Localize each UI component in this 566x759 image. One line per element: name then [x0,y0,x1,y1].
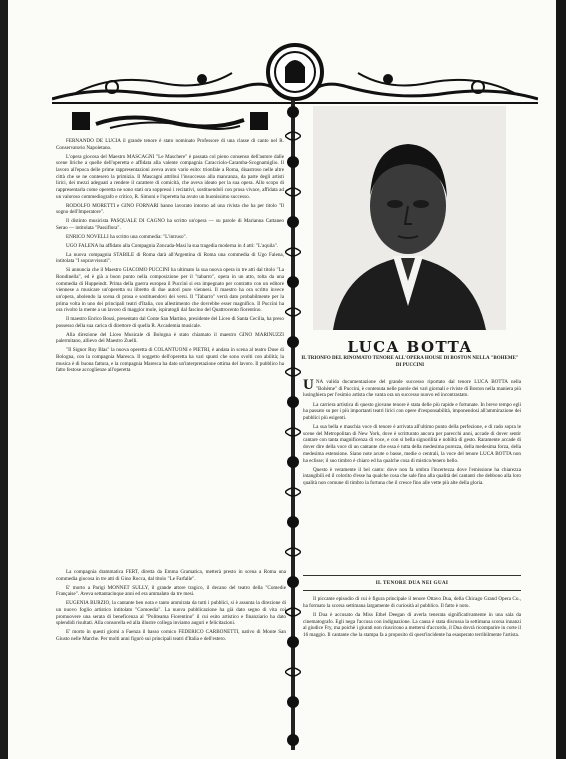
news-item: ENRICO NOVELLI ha scritto una commedia: "L'intruso". [66,233,187,240]
second-article-body [303,596,521,746]
scan-edge-right [556,0,566,759]
column-divider-ornament [285,100,301,750]
drop-cap: U [303,379,314,393]
section-rule [303,590,521,591]
article-paragraph: Il Dua è accusato da Miss Ethel Deegan di averla tenerata significativamente in una sala da cinematografo. Egli nega l'accusa con indignazione. La causa è stata discussa la settimana scorsa innanzi al giudice Fry, ma poichè i giurati non riuscirono a mettersi d'accordo, il Dua dovrà ricomparire in corte il 16 maggio. Il cantante che la stampa fa a proposito di quest'incidente ha esasperato terribilmente l'artista. [303,611,521,638]
news-item: UGO FALENA ha affidato alla Compagnia Zoncada-Masi la sua tragedia moderna in 4 atti: "L'aquila". [66,242,279,249]
scan-edge-left [0,0,8,759]
news-item: E' morto in questi giorni a Faenza il basso comico FEDERICO CARBONETTI, nativo di Monte San Giusto nelle Marche. Per molti anni figurò sui principali teatri d'Italia e dell'estero. [56,629,286,642]
news-item: Il maestro Enrico Bossi, presentato dal Conte San Martino, presidente del Liceo di Santa Cecilia, ha preso possesso della sua carica di direttore di quella R. Accademia musicale. [56,316,284,329]
article-heading: IL TENORE DUA NEI GUAI [375,580,449,586]
left-column-continued [56,569,286,749]
news-item: Il distinto musicista PASQUALE DI CAGNO ha scritto un'opera — su parole di Marianna Cattaneo Serao — intitolata "Passiflora". [56,218,284,231]
feature-paragraph: UNA valida documentazione del grande successo riportato dal tenore LUCA BOTTA nella "Bohème" di Puccini, è contenuta nelle parole dei vari giornali e riviste di Boston nella maniera più lusinghiera per l'esimio artista che vanta ora un successo nuovo ed incontrastato. [303,379,521,399]
news-item: RODOLFO MORETTI e GINO FORNARI hanno lavorato intorno ad una rivista che ha per titolo "Il sogno dell'Imperatore". [56,202,284,216]
feature-body [303,379,521,569]
feature-subtitle: IL TRIONFO DEL RINOMATO TENORE ALL'OPERA HOUSE DI BOSTON NELLA "BOHEME" DI PUCCINI [301,356,519,368]
news-item: FERNANDO DE LUCIA il grande tenore è stato nominato Professore di una classe di canto nel R. Conservatorio Napoletano. [56,138,284,151]
feature-paragraph: La carriera artistica di questo giovane tenore è stata delle più rapide e fortunate. In breve tempo egli ha passato su per i più importanti teatri lirici con opere d'responsabilità, imponendosi all'ammirazione dei pubblici più esigenti. [303,401,521,421]
news-item: Si annuncia che il Maestro GIACOMO PUCCINI ha ultimato la sua nuova opera in tre atti dal titolo "La Rondinella", ed è già a buon punto nella composizione per il "tabarro", opera in un atto, tolta da una commedia di Huppeindt. Prima della guerra europea il Puccini si era impegnato per contratto con un editore viennese a musicare un'operetta su libretto di due autori pure viennesi. Il maestro ha ora scritto invece un'opera, abolendo la scena di prosa e sostituendovi dei versi. Il "Tabarro" verrà dato probabilmente per la prima volta in uno dei principali teatri d'Italia, con allestimento che dovrebbe esser magnifico. Il Puccini ha ora rivolto la mente a un lavoro di maggior mole, ispiratogli dal fascino del Quattrocento fiorentino. [56,267,284,314]
news-item: La nuova compagnia STABILE di Roma darà all'Argentina di Roma una commedia di Ugo Falena, intitolata "I sopravvissuti". [56,251,284,265]
news-item: La compagnia drammatica FERT, diretta da Emma Gramatica, metterà presto in scena a Roma una commedia giocosa in tre atti di Gino Rocca, dal titolo "Le Farfalle". [56,569,286,582]
news-item: "Il Signor Ruy Blas" la nuova operetta di COLANTUONI e PIETRI, è andata in scena al teatro Duse di Bologna, con la compagnia Maresca. Il soggetto dell'operetta ha vari spunti che sono svolti con abilità; la musica è di buona fattura, e la compagnia Maresca ha dato un'interpretazione ottima del lavoro. Il pubblico ha fatto festose accoglienze all'operetta [56,347,284,374]
news-item: Alla direzione del Liceo Musicale di Bologna è stato chiamato il maestro GINO MARINUZZI palermitano, allievo del Maestro Zuelli. [56,331,284,345]
feature-paragraph: Questo è veramente il bel canto: dove non fa ombra l'incertezza dove l'emissione ha chiarezza intangibili ed il colorito d'esse ha qualche cosa che sale fino alla qualità dei cantanti che debbono alla loro qualità non comune di timbro la fortuna che il cresce fino alle vette più alte della gloria. [303,466,521,487]
feature-paragraph: La sua bella e maschia voce di tenore è arrivata all'ultimo punto della perfezione, e di rado sopra le scene del Metropolitan di New York, dove è scritturato ancora per parecchi anni, accade di dover sentir cantare con tanta magnificenza di voce, e con sì bella signorilità e nobiltà di gesto. Raramente accade di dover dire della voce di un cantante che essa è tutta della medesima purezza, della medesima forza, della medesima estensione. Siano note acute o basse, medie o centrali, la voce del tenore LUCA BOTTA non ha eclisse; il suo timbro è chiaro ed ha qualche cosa di mistico/tenero bello. [303,424,521,464]
article-paragraph: Il piccante episodio di cui è figura principale il tenore Ottavo Dua, della Chicago Grand Opera Co., ha formato la scorsa settimana largamente di curiosità al pubblico. Il fatto è noto. [303,596,521,609]
portrait-photo [313,106,506,330]
section-rule [303,575,521,576]
feature-title: LUCA BOTTA [347,338,473,356]
header-ornament [52,43,538,105]
rubric-heading-ornament [70,110,270,132]
news-item: L'opera giocosa del Maestro MASCAGNI "Le Maschere" è passata col pieno consenso dell'autore dalle scene liriche a quelle dell'operetta e affidata alla valente compagnia Caracciolo-Caramba-Scognamiglio. Il lavoro all'epoca delle prime rappresentazioni aveva avuto vario esito: trionfale a Roma, disastroso nelle altre città che se ne contesero la primizia. Il Mascagni attribuì l'insuccesso alla mancanza, da parte degli artisti lirici, dei mezzi adeguati a rendere il carattere di comicità, che aveva ideato per la sua opera. Allo scopo di rappresentarla come operetta ne sono stati ora soppressi i recitativi, sostituendoli con prosa vivace, affidata ad un valoroso commediografo e critico, R. Simoni e l'operetta ha avuto un buonissimo successo. [56,153,284,200]
news-item: EUGENIA BURZIO, la cantante ben nota e tanto ammirata da tutti i pubblici, si è assunta la direzione di un nuovo foglio artistico intitolato "Comoedia". La nuova pubblicazione ha già dato segno di vita col promuovere una serata di beneficenza al "Politeama Fiorentino" il cui esito artistico e finanziario ha dato splendidi risultati. Alla consorella ed alla illustre collega inviamo auguri e felicitazioni. [56,600,286,627]
news-item: E' morto a Parigi MONNET SULLY, il grande attore tragico, il decano del teatro della "Comedie Française". Aveva settantacinque anni ed era ammalato da tre mesi. [56,584,286,598]
